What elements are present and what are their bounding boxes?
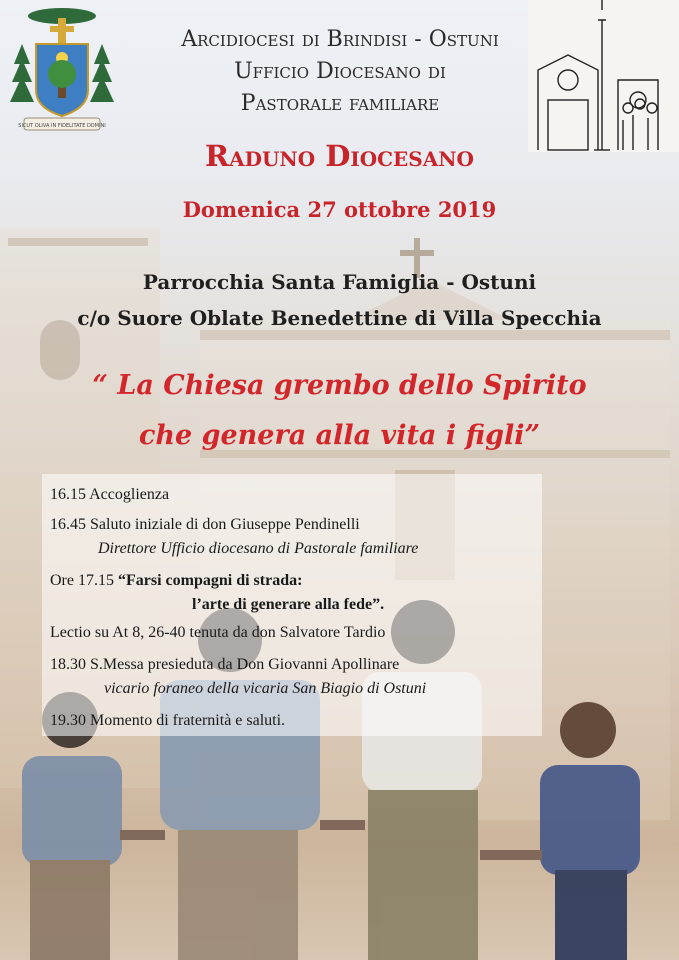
program-item-detail: vicario foraneo della vicaria San Biagio di Ostuni bbox=[104, 680, 427, 697]
program-item-detail: Direttore Ufficio diocesano di Pastorale familiare bbox=[98, 540, 419, 557]
program-talk-title-cont: l’arte di generare alla fede”. bbox=[192, 596, 385, 613]
program-item bbox=[50, 570, 530, 592]
venue-name: c/o Suore Oblate Benedettine di Villa Specchia bbox=[77, 306, 602, 330]
header-ministry: Pastorale familiare bbox=[240, 91, 440, 116]
program-talk-title: “Farsi compagni di strada: bbox=[117, 572, 303, 589]
program-item: 19.30 Momento di fraternità e saluti. bbox=[50, 712, 286, 729]
event-date: Domenica 27 ottobre 2019 bbox=[182, 197, 497, 222]
event-title: Raduno Diocesano bbox=[205, 139, 474, 173]
theme-quote-line2: che genera alla vita i figli” bbox=[138, 420, 541, 451]
ostuni-sketch-illustration bbox=[528, 0, 679, 152]
parish-name: Parrocchia Santa Famiglia - Ostuni bbox=[142, 270, 537, 294]
header-office: Ufficio Diocesano di bbox=[234, 59, 446, 84]
program-item: 16.45 Saluto iniziale di don Giuseppe Pendinelli bbox=[50, 516, 360, 533]
episcopal-crest-icon bbox=[6, 4, 118, 136]
theme-quote-line1: “ La Chiesa grembo dello Spirito bbox=[92, 370, 587, 401]
program-item: 16.15 Accoglienza bbox=[50, 486, 170, 503]
crest-motto: SICUT OLIVA IN FIDELITATE DOMINI bbox=[18, 123, 106, 129]
program-item: 18.30 S.Messa presieduta da Don Giovanni Apollinare bbox=[50, 656, 400, 673]
program-time: Ore 17.15 bbox=[50, 572, 118, 589]
program-item: Lectio su At 8, 26-40 tenuta da don Salvatore Tardio bbox=[50, 624, 386, 641]
header-diocese: Arcidiocesi di Brindisi - Ostuni bbox=[181, 27, 499, 52]
